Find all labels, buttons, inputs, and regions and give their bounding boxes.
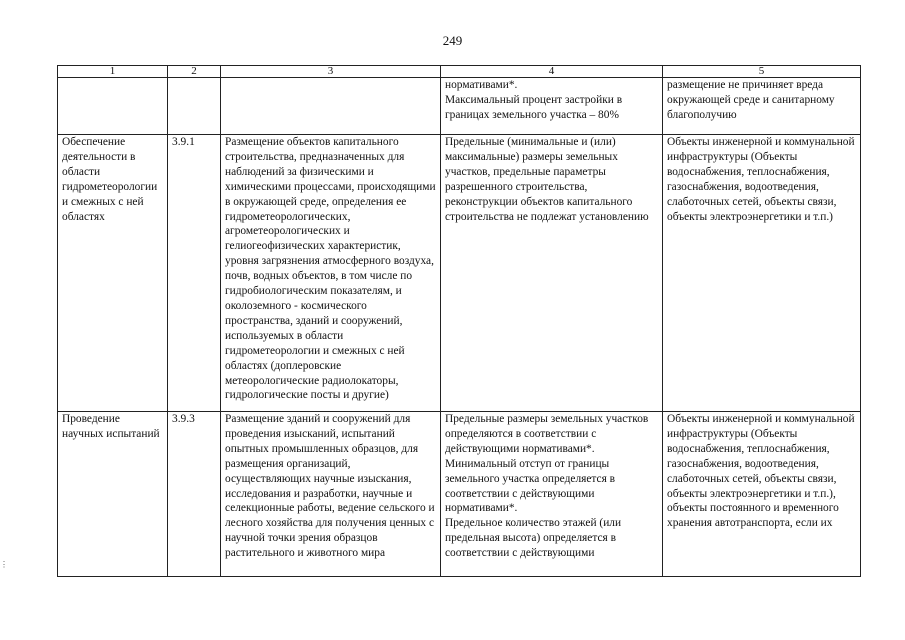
code-cell [168, 78, 221, 135]
land-use-name-cell: Обеспечение деятельности в области гидрометеорологии и смежных с ней областях [58, 135, 168, 412]
auxiliary-use-cell: размещение не причиняет вреда окружающей среде и санитарному благополучию [663, 78, 861, 135]
land-use-name-cell [58, 78, 168, 135]
parameters-cell: Предельные (минимальные и (или) максимальные) размеры земельных участков, предельные параметры разрешенного строительства, реконструкции объектов капитального строительства не подлежат установлению [441, 135, 663, 412]
auxiliary-use-cell: Объекты инженерной и коммунальной инфраструктуры (Объекты водоснабжения, теплоснабжения, газоснабжения, водоотведения, слаботочных сетей, объекты связи, объекты электроэнергетики и т.п.) [663, 135, 861, 412]
parameters-cell: нормативами*. Максимальный процент застройки в границах земельного участка – 80% [441, 78, 663, 135]
table-row [58, 78, 861, 135]
table-row [58, 412, 861, 577]
code-cell: 3.9.1 [168, 135, 221, 412]
code-cell: 3.9.3 [168, 412, 221, 577]
zoning-table [57, 65, 861, 577]
header-col-4: 4 [441, 66, 663, 78]
land-use-name-cell: Проведение научных испытаний [58, 412, 168, 577]
parameters-cell: Предельные размеры земельных участков определяются в соответствии с действующими нормативами*. Минимальный отступ от границы земельного участка определяется в соответствии с действующими нормативами*. Предельное количество этажей (или предельная высота) определяется в соответствии с действующими [441, 412, 663, 577]
table-row [58, 135, 861, 412]
header-col-2: 2 [168, 66, 221, 78]
header-col-1: 1 [58, 66, 168, 78]
description-cell: Размещение зданий и сооружений для проведения изысканий, испытаний опытных промышленных образцов, для размещения организаций, осуществляющих научные изыскания, исследования и разработки, научные и селекционные работы, ведение сельского и лесного хозяйства для получения ценных с научной точки зрения образцов растительного и животного мира [221, 412, 441, 577]
header-col-5: 5 [663, 66, 861, 78]
margin-mark: ⋮ [0, 560, 8, 569]
header-col-3: 3 [221, 66, 441, 78]
auxiliary-use-cell: Объекты инженерной и коммунальной инфраструктуры (Объекты водоснабжения, теплоснабжения, газоснабжения, водоотведения, слаботочных сетей, объекты связи, объекты электроэнергетики и т.п.), объекты постоянного и временного хранения автотранспорта, если их [663, 412, 861, 577]
table-header-row [58, 66, 861, 78]
description-cell [221, 78, 441, 135]
description-cell: Размещение объектов капитального строительства, предназначенных для наблюдений за физическими и химическими процессами, происходящими в окружающей среде, определения ее гидрометеорологических, агрометеорологических и гелиогеофизических характеристик, уровня загрязнения атмосферного воздуха, почв, водных объектов, в том числе по гидробиологическим показателям, и околоземного - космического пространства, зданий и сооружений, используемых в области гидрометеорологии и смежных с ней областях (доплеровские метеорологические радиолокаторы, гидрологические посты и другие) [221, 135, 441, 412]
page-number: 249 [442, 33, 463, 48]
